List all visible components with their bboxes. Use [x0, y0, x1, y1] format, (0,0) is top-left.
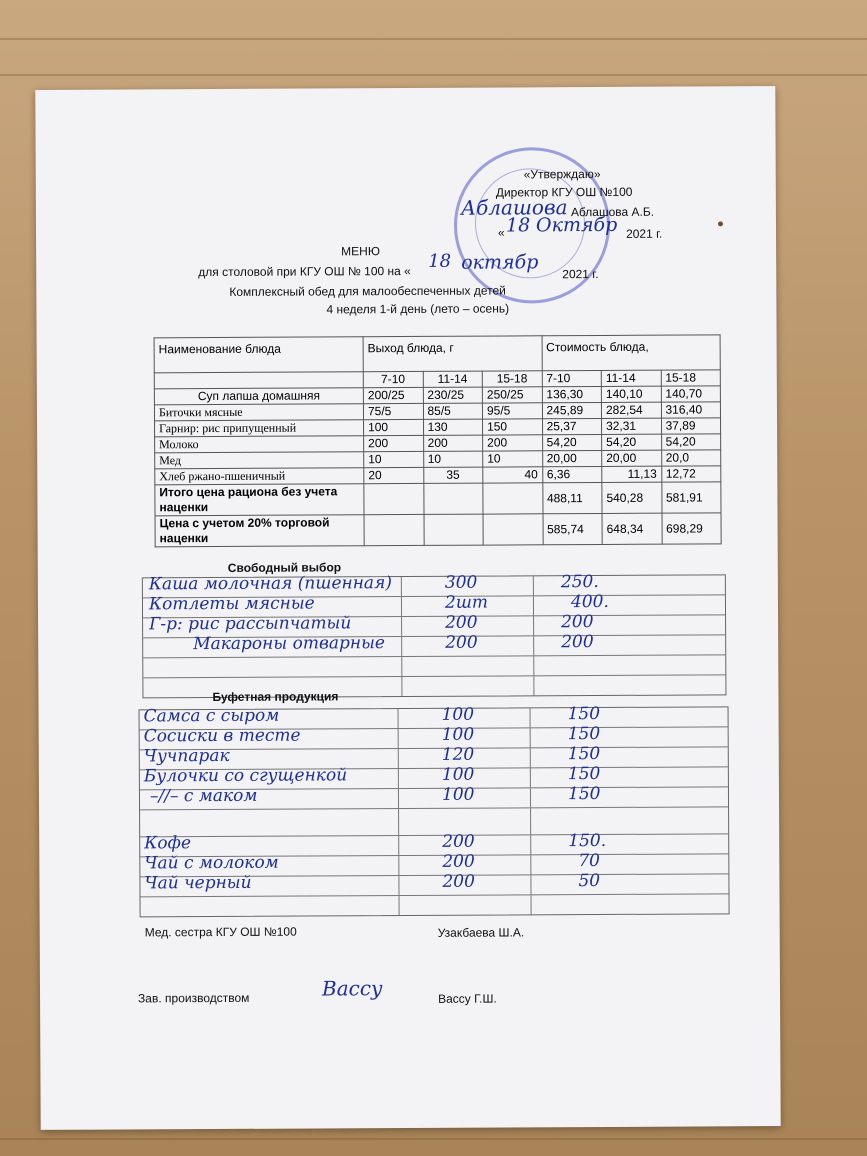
handwritten-item: Булочки со сгущенкой [143, 765, 348, 787]
approval-date-month: Октябр [535, 213, 618, 237]
handwritten-price: 200 [561, 612, 594, 633]
handwritten-qty: 100 [441, 764, 475, 785]
handwritten-qty: 200 [445, 612, 478, 633]
dish-value: 150 [483, 419, 543, 435]
dish-name: Мед [155, 452, 364, 469]
menu-date-year: 2021 г. [562, 266, 599, 282]
dish-value: 85/5 [423, 403, 483, 419]
handwritten-item: Котлеты мясные [148, 593, 315, 615]
list-item [140, 807, 728, 837]
handwritten-price: 150 [567, 743, 601, 765]
markup-label: Цена с учетом 20% торговой наценки [155, 515, 364, 547]
handwritten-price: 70 [578, 850, 601, 872]
dish-value: 140,10 [601, 386, 661, 402]
chief-name: Вассу Г.Ш. [438, 991, 497, 1006]
dish-value: 20 [364, 467, 424, 483]
handwritten-item: Самса с сыром [143, 705, 280, 727]
handwritten-item: Чай с молоком [144, 852, 279, 874]
free-choice-table [142, 574, 727, 698]
main-menu-table [154, 334, 722, 547]
dish-value: 54,20 [542, 434, 602, 450]
dish-value: 245,89 [542, 402, 602, 418]
dish-value: 54,20 [602, 434, 662, 450]
blank-cell [424, 514, 484, 545]
col-output-header: Выход блюда, г [363, 336, 542, 372]
handwritten-qty: 300 [444, 572, 478, 593]
blank-cell [364, 483, 424, 514]
markup-row [155, 513, 721, 547]
handwritten-price: 150 [567, 703, 601, 725]
dish-value: 20,00 [602, 450, 662, 466]
handwritten-qty: 200 [445, 632, 478, 653]
dish-value: 230/25 [423, 387, 483, 403]
menu-sheet [35, 86, 780, 1130]
dish-name: Суп лапша домашняя [154, 388, 363, 405]
dish-name: Биточки мясные [154, 404, 363, 421]
blank-cell [364, 514, 424, 545]
dish-value: 75/5 [363, 403, 423, 419]
free-choice-title: Свободный выбор [227, 560, 342, 575]
handwritten-item: Каша молочная (пшенная) [148, 573, 392, 595]
pin-mark [718, 221, 723, 226]
handwritten-qty: 120 [441, 744, 475, 765]
handwritten-item: Чучпарак [143, 745, 230, 767]
handwritten-item: Макароны отварные [193, 633, 386, 655]
director-signature: Аблашова [460, 195, 568, 220]
dish-value: 10 [423, 451, 483, 467]
handwritten-price: 150 [567, 763, 601, 785]
handwritten-item: Чай черный [144, 872, 252, 894]
dish-name: Хлеб ржано-пшеничный [155, 468, 364, 485]
dish-value: 6,36 [542, 466, 602, 482]
handwritten-price: 400. [570, 591, 609, 613]
dish-value: 20,0 [661, 450, 721, 466]
dish-value: 12,72 [661, 466, 721, 482]
chief-label: Зав. производством [138, 990, 250, 1006]
menu-date-month: октябр [461, 251, 539, 274]
dish-value: 100 [364, 419, 424, 435]
dish-name: Гарнир: рис припущенный [155, 420, 364, 437]
menu-subtitle-prefix: для столовой при КГУ ОШ № 100 на « [198, 263, 411, 280]
dish-value: 10 [364, 451, 424, 467]
handwritten-price: 50 [578, 870, 601, 892]
dish-name: Молоко [155, 436, 364, 453]
age-group-cell: 15-18 [482, 371, 542, 387]
age-group-cell: 7-10 [363, 371, 423, 387]
nurse-name: Узакбаева Ш.А. [437, 925, 525, 940]
handwritten-item: Кофе [144, 833, 192, 854]
dish-value: 200 [364, 435, 424, 451]
handwritten-price: 200 [561, 632, 594, 653]
menu-title: МЕНЮ [341, 244, 380, 259]
dish-value: 130 [423, 419, 483, 435]
dish-value: 136,30 [542, 386, 602, 402]
approval-date-open: « [497, 225, 505, 240]
dish-value: 316,40 [661, 402, 721, 418]
chief-signature: Вассу [321, 976, 383, 1001]
dish-value: 200 [483, 435, 543, 451]
approval-title: «Утверждаю» [523, 166, 601, 182]
blank-cell [483, 483, 543, 514]
approval-name: Аблашова А.Б. [570, 204, 655, 220]
col-cost-header: Стоимость блюда, [542, 335, 721, 371]
age-group-cell: 15-18 [661, 370, 721, 386]
dish-value: 200/25 [363, 387, 423, 403]
menu-subtitle-2: Комплексный обед для малообеспеченных детей [229, 283, 506, 299]
handwritten-item: Г-р: рис рассыпчатый [149, 613, 352, 635]
total-value: 488,11 [542, 482, 602, 513]
total-value: 540,28 [602, 482, 662, 513]
handwritten-item: Сосиски в тесте [143, 725, 301, 747]
dish-value: 35 [423, 467, 483, 483]
dish-value: 95/5 [482, 403, 542, 419]
handwritten-price: 150 [567, 783, 601, 805]
dish-value: 32,31 [602, 418, 662, 434]
buffet-table [139, 703, 730, 917]
buffet-title: Буфетная продукция [212, 689, 339, 705]
total-label: Итого цена рациона без учета наценки [155, 484, 364, 516]
dish-value: 20,00 [542, 450, 602, 466]
handwritten-price: 250. [560, 572, 599, 593]
menu-subtitle-3: 4 неделя 1-й день (лето – осень) [326, 301, 510, 317]
handwritten-qty: 100 [441, 784, 475, 805]
handwritten-qty: 2шт [444, 592, 489, 613]
age-group-cell: 11-14 [423, 371, 483, 387]
total-row [155, 482, 721, 516]
handwritten-price: 150 [567, 723, 601, 745]
dish-value: 40 [483, 467, 543, 483]
approval-date-year: 2021 г. [626, 226, 663, 241]
handwritten-qty: 200 [442, 871, 475, 892]
blank-cell [483, 514, 543, 545]
handwritten-qty: 100 [441, 704, 475, 725]
approval-date-day: 18 [505, 214, 531, 237]
dish-value: 37,89 [661, 418, 721, 434]
dish-value: 11,13 [602, 466, 662, 482]
age-group-cell: 11-14 [601, 370, 661, 386]
age-header-blank [154, 372, 363, 389]
handwritten-item: –//– с маком [149, 785, 258, 807]
col-name-header: Наименование блюда [154, 337, 363, 373]
dish-value: 140,70 [661, 386, 721, 402]
handwritten-qty: 200 [442, 831, 475, 852]
dish-value: 200 [423, 435, 483, 451]
dish-value: 282,54 [601, 402, 661, 418]
handwritten-qty: 200 [442, 851, 475, 872]
dish-value: 250/25 [482, 387, 542, 403]
handwritten-price: 150. [568, 830, 607, 852]
dish-value: 10 [483, 451, 543, 467]
markup-value: 648,34 [602, 513, 662, 544]
markup-value: 698,29 [662, 513, 722, 544]
age-group-cell: 7-10 [542, 370, 602, 386]
menu-date-day: 18 [428, 250, 452, 272]
dish-value: 25,37 [542, 418, 602, 434]
approval-director: Директор КГУ ОШ №100 [495, 184, 633, 200]
list-item [141, 894, 729, 916]
nurse-label: Мед. сестра КГУ ОШ №100 [144, 924, 297, 940]
blank-cell [423, 483, 483, 514]
markup-value: 585,74 [543, 513, 603, 544]
total-value: 581,91 [661, 482, 721, 513]
dish-value: 54,20 [661, 434, 721, 450]
handwritten-qty: 100 [441, 724, 475, 745]
